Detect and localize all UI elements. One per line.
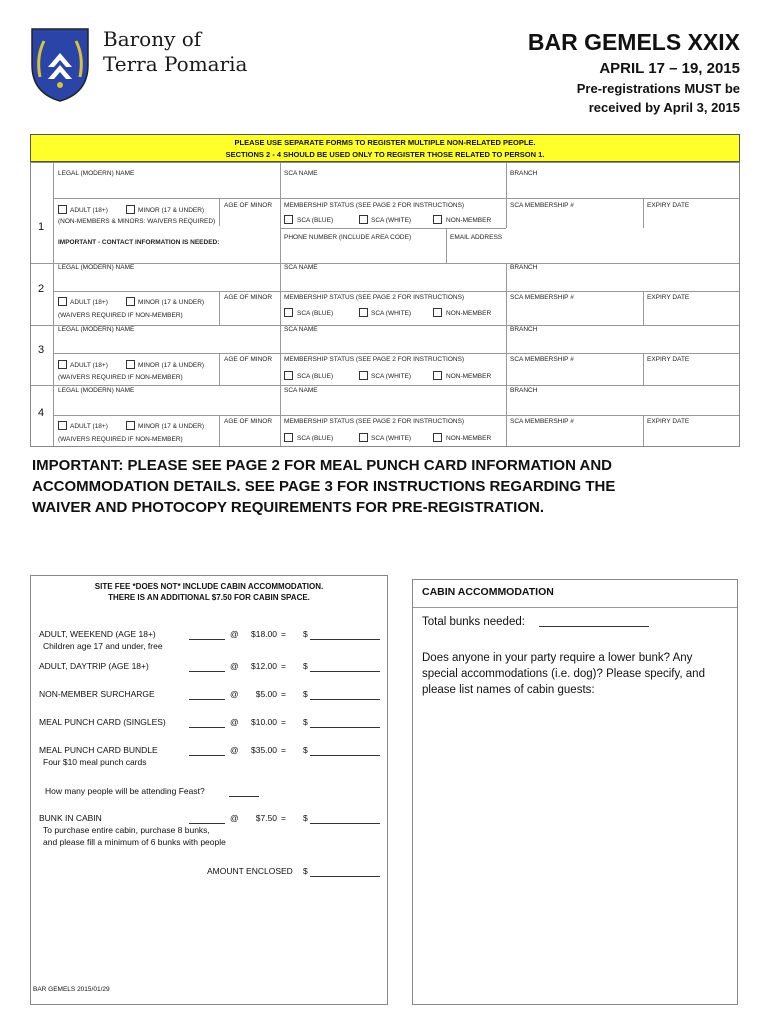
adult-label: ADULT (18+) bbox=[70, 299, 108, 306]
person-number: 1 bbox=[38, 221, 45, 233]
quantity-field[interactable] bbox=[189, 726, 225, 728]
sca-blue-label: SCA (BLUE) bbox=[297, 217, 334, 224]
sca-blue-checkbox[interactable] bbox=[284, 371, 293, 380]
adult-checkbox[interactable] bbox=[58, 205, 67, 214]
equals-sign: = bbox=[281, 813, 286, 823]
minor-label: MINOR (17 & UNDER) bbox=[138, 423, 205, 430]
dollar-sign: $ bbox=[303, 661, 308, 671]
grid-line bbox=[53, 198, 739, 199]
sca-white-checkbox[interactable] bbox=[359, 433, 368, 442]
sca-blue-checkbox[interactable] bbox=[284, 433, 293, 442]
equals-sign: = bbox=[281, 629, 286, 639]
expiry-date-label: EXPIRY DATE bbox=[647, 356, 690, 363]
grid-line bbox=[219, 415, 220, 446]
equals-sign: = bbox=[281, 661, 286, 671]
sca-white-checkbox[interactable] bbox=[359, 308, 368, 317]
non-member-label: NON-MEMBER bbox=[446, 435, 492, 442]
important-line-3: WAIVER AND PHOTOCOPY REQUIREMENTS FOR PRE-REGISTRATION. bbox=[32, 499, 544, 516]
organization-name bbox=[103, 27, 247, 77]
waivers-note: (WAIVERS REQUIRED IF NON-MEMBER) bbox=[58, 436, 183, 443]
grid-line bbox=[53, 385, 739, 386]
cabin-title: CABIN ACCOMMODATION bbox=[422, 586, 554, 598]
fee-label: MEAL PUNCH CARD (SINGLES) bbox=[39, 717, 166, 727]
fee-price: $7.50 bbox=[255, 813, 277, 823]
feast-question: How many people will be attending Feast? bbox=[45, 786, 205, 796]
legal-name-label: LEGAL (MODERN) NAME bbox=[58, 264, 135, 271]
fee-label: MEAL PUNCH CARD BUNDLE bbox=[39, 745, 158, 755]
fee-price: $18.00 bbox=[251, 629, 277, 639]
sca-name-label: SCA NAME bbox=[284, 326, 318, 333]
sca-name-label: SCA NAME bbox=[284, 264, 318, 271]
adult-label: ADULT (18+) bbox=[70, 207, 108, 214]
quantity-field[interactable] bbox=[189, 670, 225, 672]
minor-label: MINOR (17 & UNDER) bbox=[138, 362, 205, 369]
org-line-2: Terra Pomaria bbox=[103, 52, 248, 76]
non-member-checkbox[interactable] bbox=[433, 371, 442, 380]
minor-checkbox[interactable] bbox=[126, 297, 135, 306]
sca-blue-checkbox[interactable] bbox=[284, 215, 293, 224]
dollar-sign: $ bbox=[303, 629, 308, 639]
sca-blue-label: SCA (BLUE) bbox=[297, 435, 334, 442]
divider bbox=[413, 607, 737, 608]
grid-line bbox=[643, 415, 644, 446]
legal-name-label: LEGAL (MODERN) NAME bbox=[58, 326, 135, 333]
minor-label: MINOR (17 & UNDER) bbox=[138, 207, 205, 214]
cabin-accommodation-box bbox=[412, 579, 738, 1005]
total-field[interactable] bbox=[310, 754, 380, 756]
quantity-field[interactable] bbox=[189, 754, 225, 756]
legal-name-label: LEGAL (MODERN) NAME bbox=[58, 387, 135, 394]
age-of-minor-label: AGE OF MINOR bbox=[224, 202, 273, 209]
expiry-date-label: EXPIRY DATE bbox=[647, 202, 690, 209]
sca-blue-checkbox[interactable] bbox=[284, 308, 293, 317]
grid-line bbox=[280, 163, 281, 198]
grid-line bbox=[643, 198, 644, 228]
sca-blue-label: SCA (BLUE) bbox=[297, 310, 334, 317]
fee-sublabel: To purchase entire cabin, purchase 8 bunks, bbox=[43, 825, 210, 835]
minor-checkbox[interactable] bbox=[126, 421, 135, 430]
important-notice bbox=[32, 455, 732, 518]
age-of-minor-label: AGE OF MINOR bbox=[224, 356, 273, 363]
prereg-line-1: Pre-registrations MUST be bbox=[576, 81, 740, 96]
dollar-sign: $ bbox=[303, 866, 308, 876]
minor-label: MINOR (17 & UNDER) bbox=[138, 299, 205, 306]
dollar-sign: $ bbox=[303, 745, 308, 755]
grid-line bbox=[280, 263, 281, 325]
grid-line bbox=[506, 325, 507, 385]
sca-membership-number-label: SCA MEMBERSHIP # bbox=[510, 418, 574, 425]
event-dates: APRIL 17 – 19, 2015 bbox=[599, 60, 740, 77]
branch-label: BRANCH bbox=[510, 326, 538, 333]
non-member-checkbox[interactable] bbox=[433, 308, 442, 317]
org-line-1: Barony of bbox=[103, 27, 202, 51]
equals-sign: = bbox=[281, 689, 286, 699]
grid-line bbox=[53, 163, 54, 446]
sca-white-label: SCA (WHITE) bbox=[371, 373, 412, 380]
dollar-sign: $ bbox=[303, 717, 308, 727]
at-sign: @ bbox=[230, 689, 239, 699]
grid-line bbox=[53, 415, 739, 416]
adult-label: ADULT (18+) bbox=[70, 362, 108, 369]
at-sign: @ bbox=[230, 813, 239, 823]
event-info bbox=[528, 28, 740, 117]
fee-price: $10.00 bbox=[251, 717, 277, 727]
fee-label: BUNK IN CABIN bbox=[39, 813, 102, 823]
fee-heading-1: SITE FEE *DOES NOT* INCLUDE CABIN ACCOMMODATION. bbox=[94, 582, 324, 591]
sca-name-label: SCA NAME bbox=[284, 387, 318, 394]
banner-line-2: SECTIONS 2 - 4 SHOULD BE USED ONLY TO REGISTER THOSE RELATED TO PERSON 1. bbox=[225, 150, 545, 159]
registration-grid bbox=[30, 162, 740, 447]
sca-name-label: SCA NAME bbox=[284, 170, 318, 177]
equals-sign: = bbox=[281, 717, 286, 727]
at-sign: @ bbox=[230, 745, 239, 755]
person-number: 3 bbox=[38, 344, 45, 356]
feast-count-field[interactable] bbox=[229, 795, 259, 797]
total-field[interactable] bbox=[310, 822, 380, 824]
branch-label: BRANCH bbox=[510, 387, 538, 394]
non-member-checkbox[interactable] bbox=[433, 215, 442, 224]
membership-status-label: MEMBERSHIP STATUS (SEE PAGE 2 FOR INSTRUCTIONS) bbox=[284, 202, 465, 209]
non-member-label: NON-MEMBER bbox=[446, 310, 492, 317]
bunks-needed-label: Total bunks needed: bbox=[422, 616, 525, 628]
grid-line bbox=[280, 198, 281, 263]
branch-label: BRANCH bbox=[510, 264, 538, 271]
adult-checkbox[interactable] bbox=[58, 360, 67, 369]
cabin-question-line-2: special accommodations (i.e. dog)? Please specify, and bbox=[422, 668, 705, 680]
adult-label: ADULT (18+) bbox=[70, 423, 108, 430]
sca-white-label: SCA (WHITE) bbox=[371, 310, 412, 317]
grid-line bbox=[506, 263, 507, 325]
non-member-label: NON-MEMBER bbox=[446, 373, 492, 380]
sca-blue-label: SCA (BLUE) bbox=[297, 373, 334, 380]
cabin-question-line-3: please list names of cabin guests: bbox=[422, 684, 595, 696]
fee-heading-2: THERE IS AN ADDITIONAL $7.50 FOR CABIN SPACE. bbox=[108, 593, 310, 602]
at-sign: @ bbox=[230, 629, 239, 639]
barony-shield-logo bbox=[30, 27, 90, 103]
instructions-banner bbox=[30, 134, 740, 162]
grid-line bbox=[506, 163, 507, 198]
fee-label: ADULT, WEEKEND (AGE 18+) bbox=[39, 629, 156, 639]
waivers-note: (NON-MEMBERS & MINORS: WAIVERS REQUIRED) bbox=[58, 218, 216, 225]
membership-status-label: MEMBERSHIP STATUS (SEE PAGE 2 FOR INSTRUCTIONS) bbox=[284, 294, 465, 301]
contact-info-label: IMPORTANT - CONTACT INFORMATION IS NEEDED: bbox=[58, 239, 220, 246]
adult-checkbox[interactable] bbox=[58, 421, 67, 430]
equals-sign: = bbox=[281, 745, 286, 755]
quantity-field[interactable] bbox=[189, 822, 225, 824]
branch-label: BRANCH bbox=[510, 170, 538, 177]
at-sign: @ bbox=[230, 661, 239, 671]
sca-white-label: SCA (WHITE) bbox=[371, 435, 412, 442]
grid-line bbox=[53, 291, 739, 292]
important-line-1: IMPORTANT: PLEASE SEE PAGE 2 FOR MEAL PUNCH CARD INFORMATION AND bbox=[32, 457, 613, 474]
legal-name-label: LEGAL (MODERN) NAME bbox=[58, 170, 135, 177]
total-field[interactable] bbox=[310, 638, 380, 640]
grid-line bbox=[280, 228, 506, 229]
dollar-sign: $ bbox=[303, 813, 308, 823]
banner-line-1: PLEASE USE SEPARATE FORMS TO REGISTER MULTIPLE NON-RELATED PEOPLE. bbox=[234, 138, 536, 147]
fee-label: ADULT, DAYTRIP (AGE 18+) bbox=[39, 661, 149, 671]
person-number: 4 bbox=[38, 407, 45, 419]
form-version: BAR GEMELS 2015/01/29 bbox=[33, 986, 110, 993]
grid-line bbox=[53, 353, 739, 354]
sca-membership-number-label: SCA MEMBERSHIP # bbox=[510, 356, 574, 363]
amount-enclosed-field[interactable] bbox=[310, 875, 380, 877]
age-of-minor-label: AGE OF MINOR bbox=[224, 418, 273, 425]
email-label: EMAIL ADDRESS bbox=[450, 234, 503, 241]
non-member-label: NON-MEMBER bbox=[446, 217, 492, 224]
grid-line bbox=[446, 228, 447, 263]
grid-line bbox=[31, 325, 53, 326]
total-field[interactable] bbox=[310, 698, 380, 700]
fee-sublabel: Four $10 meal punch cards bbox=[43, 757, 147, 767]
membership-status-label: MEMBERSHIP STATUS (SEE PAGE 2 FOR INSTRUCTIONS) bbox=[284, 418, 465, 425]
sca-white-label: SCA (WHITE) bbox=[371, 217, 412, 224]
age-of-minor-label: AGE OF MINOR bbox=[224, 294, 273, 301]
event-title: BAR GEMELS XXIX bbox=[527, 29, 740, 55]
grid-line bbox=[219, 353, 220, 385]
grid-line bbox=[31, 385, 53, 386]
grid-line bbox=[643, 291, 644, 325]
adult-checkbox[interactable] bbox=[58, 297, 67, 306]
fee-price: $5.00 bbox=[255, 689, 277, 699]
expiry-date-label: EXPIRY DATE bbox=[647, 294, 690, 301]
fee-sublabel: and please fill a minimum of 6 bunks with people bbox=[43, 837, 226, 847]
amount-enclosed-label: AMOUNT ENCLOSED bbox=[207, 866, 293, 876]
expiry-date-label: EXPIRY DATE bbox=[647, 418, 690, 425]
minor-checkbox[interactable] bbox=[126, 205, 135, 214]
grid-line bbox=[219, 291, 220, 325]
sca-white-checkbox[interactable] bbox=[359, 371, 368, 380]
grid-line bbox=[31, 263, 739, 264]
sca-membership-number-label: SCA MEMBERSHIP # bbox=[510, 202, 574, 209]
phone-label: PHONE NUMBER (INCLUDE AREA CODE) bbox=[284, 234, 412, 241]
grid-line bbox=[280, 325, 281, 385]
at-sign: @ bbox=[230, 717, 239, 727]
fee-sublabel: Children age 17 and under, free bbox=[43, 641, 163, 651]
non-member-checkbox[interactable] bbox=[433, 433, 442, 442]
grid-line bbox=[219, 198, 220, 226]
fee-price: $12.00 bbox=[251, 661, 277, 671]
minor-checkbox[interactable] bbox=[126, 360, 135, 369]
grid-line bbox=[53, 325, 739, 326]
sca-white-checkbox[interactable] bbox=[359, 215, 368, 224]
fee-price: $35.00 bbox=[251, 745, 277, 755]
fee-label: NON-MEMBER SURCHARGE bbox=[39, 689, 155, 699]
sca-membership-number-label: SCA MEMBERSHIP # bbox=[510, 294, 574, 301]
waivers-note: (WAIVERS REQUIRED IF NON-MEMBER) bbox=[58, 374, 183, 381]
cabin-question-line-1: Does anyone in your party require a lower bunk? Any bbox=[422, 652, 693, 664]
grid-line bbox=[506, 198, 507, 228]
total-field[interactable] bbox=[310, 726, 380, 728]
quantity-field[interactable] bbox=[189, 698, 225, 700]
grid-line bbox=[643, 353, 644, 385]
waivers-note: (WAIVERS REQUIRED IF NON-MEMBER) bbox=[58, 312, 183, 319]
total-field[interactable] bbox=[310, 670, 380, 672]
site-fee-box bbox=[30, 575, 388, 1005]
bunks-needed-field[interactable] bbox=[539, 625, 649, 627]
quantity-field[interactable] bbox=[189, 638, 225, 640]
prereg-line-2: received by April 3, 2015 bbox=[588, 100, 740, 115]
person-number: 2 bbox=[38, 283, 45, 295]
dollar-sign: $ bbox=[303, 689, 308, 699]
membership-status-label: MEMBERSHIP STATUS (SEE PAGE 2 FOR INSTRUCTIONS) bbox=[284, 356, 465, 363]
important-line-2: ACCOMMODATION DETAILS. SEE PAGE 3 FOR INSTRUCTIONS REGARDING THE bbox=[32, 478, 616, 495]
